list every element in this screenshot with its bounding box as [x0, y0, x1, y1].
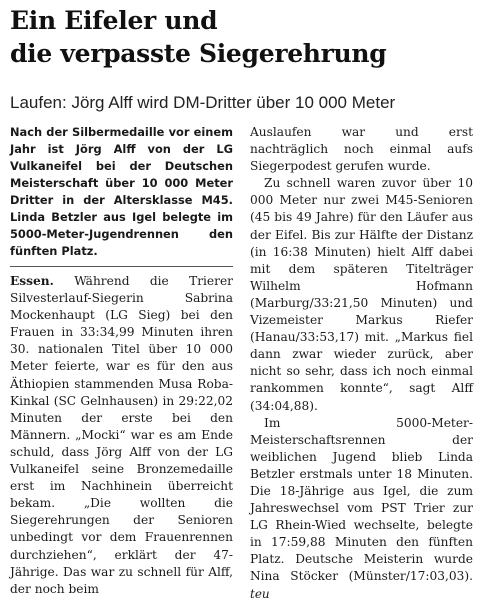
paragraph-3-text: Im 5000-Meter-Meisterschaftsrennen der weiblichen Jugend blieb Linda Betzler erstmals unter 18 Minuten. Die 18-Jährige aus Igel, die zum Jahreswechsel vom PST Trier zur LG Rhein-Wied wechselte, belegte in 17:59,88 Minuten den fünften Platz. Deutsche Meisterin wurde Nina Stöcker (Münster/17:03,03).	[250, 415, 473, 584]
column-right	[250, 124, 473, 603]
paragraph-2: Zu schnell waren zuvor über 10 000 Meter nur zwei M45-Senioren (45 bis 49 Jahre) für den Läufer aus der Eifel. Bis zur Hälfte der Distanz (in 16:38 Minuten) hielt Alff dabei mit dem späteren Titelträger Wilhelm Hofmann (Marburg/33:21,50 Minuten) und Vizemeister Markus Riefer (Hanau/33:53,17) mit. „Markus fiel dann zwar wieder zurück, aber nicht so sehr, dass ich noch einmal rankommen konnte“, sagt Alff (34:04,88).	[250, 176, 473, 413]
column-left	[10, 124, 233, 598]
paragraph-1-text-right: Auslaufen war und erst nachträglich noch einmal aufs Siegerpodest gerufen wurde.	[250, 125, 473, 174]
paragraph-1	[10, 273, 233, 598]
paragraph-1-text-left: Während die Trierer Silvesterlauf-Siegerin Sabrina Mockenhaupt (LG Sieg) bei den Frauen in 33:34,99 Minuten ihren 30. nationalen Titel über 10 000 Meter feierte, war es für den aus Äthiopien stammenden Musa Roba-Kinkal (SC Gelnhausen) in 29:22,02 Minuten der erste bei den Männern. „Mocki“ war es am Ende schuld, dass Jörg Alff von der LG Vulkaneifel seine Bronzemedaille erst im Nachhinein überreicht bekam. „Die wollten die Siegerehrungen der Senioren unbedingt vor dem Frauenrennen durchziehen“, erklärt der 47-Jährige. Das war zu schnell für Alff, der noch beim	[10, 274, 233, 596]
lead-divider	[10, 266, 233, 267]
article-headline	[10, 4, 480, 70]
headline-line-1: Ein Eifeler und	[10, 6, 218, 35]
headline-line-2: die verpasste Siegerehrung	[10, 39, 387, 68]
article-subhead: Laufen: Jörg Alff wird DM-Dritter über 10 000 Meter	[10, 93, 396, 112]
author-initials: teu	[250, 586, 270, 601]
dateline: Essen.	[10, 274, 54, 288]
article-lead: Nach der Silbermedaille vor einem Jahr ist Jörg Alff von der LG Vulkaneifel bei der Deutschen Meisterschaft über 10 000 Meter Dritter in der Altersklasse M45. Linda Betzler aus Igel belegte im 5000-Meter-Jugendrennen den fünften Platz.	[10, 125, 233, 258]
paragraph-1-continued	[250, 124, 473, 175]
paragraph-3	[250, 415, 473, 603]
